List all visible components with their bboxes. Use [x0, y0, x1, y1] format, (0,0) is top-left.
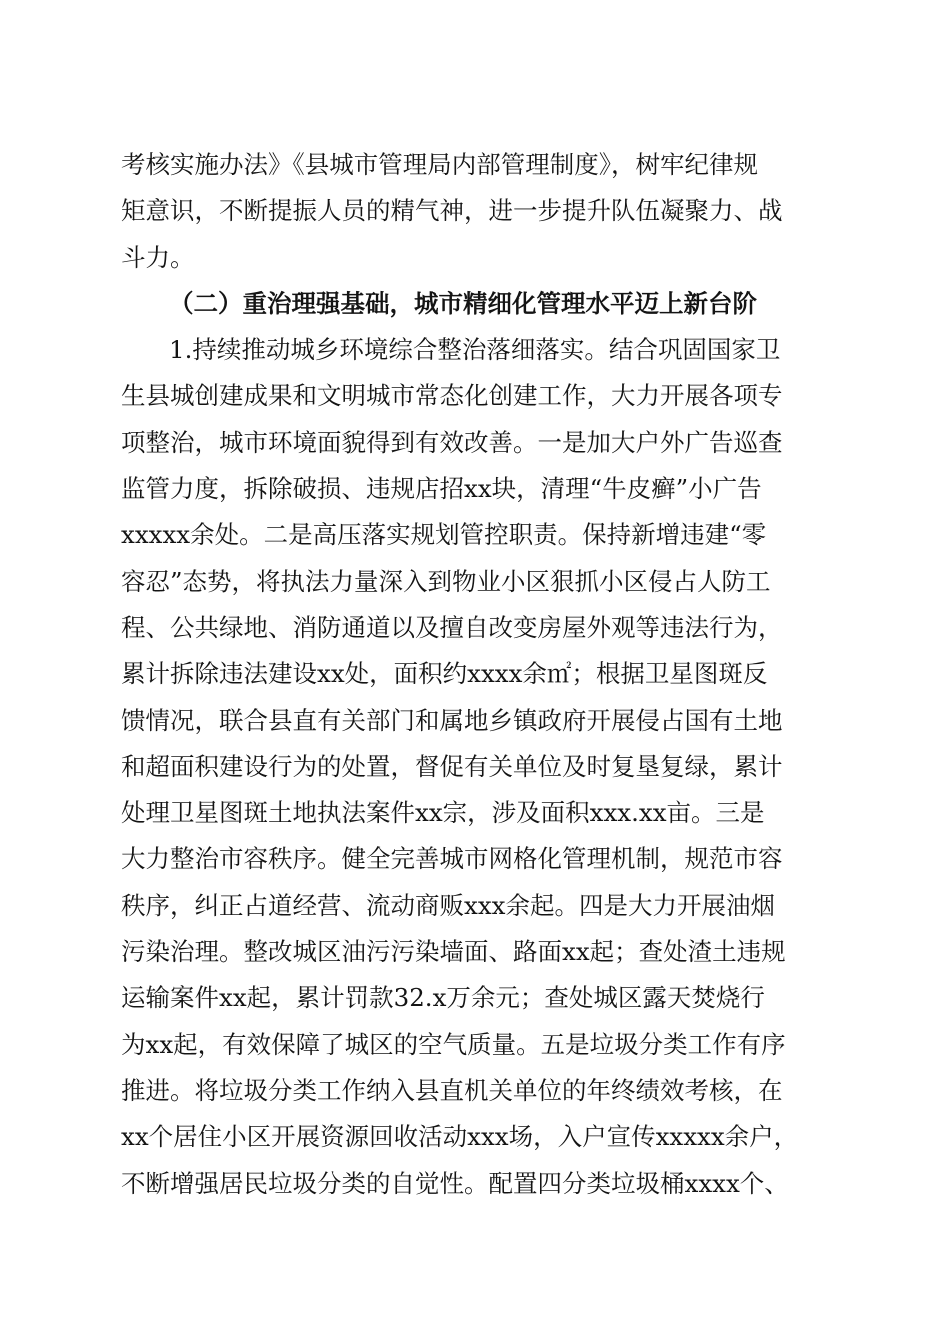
- text-line: 推进。将垃圾分类工作纳入县直机关单位的年终绩效考核，在: [121, 1075, 783, 1105]
- text-line: 矩意识，不断提振人员的精气神，进一步提升队伍凝聚力、战: [121, 196, 783, 226]
- text-line: 容忍”态势，将执法力量深入到物业小区狠抓小区侵占人防工: [121, 566, 771, 596]
- text-line: 污染治理。整改城区油污污染墙面、路面xx起；查处渣土违规: [121, 937, 786, 967]
- text-line: 不断增强居民垃圾分类的自觉性。配置四分类垃圾桶xxxx个、: [121, 1168, 789, 1198]
- text-line: 为xx起，有效保障了城区的空气质量。五是垃圾分类工作有序: [121, 1029, 786, 1059]
- text-line: 监管力度，拆除破损、违规店招xx块，清理“牛皮癣”小广告: [121, 474, 762, 504]
- text-line: xx个居住小区开展资源回收活动xxx场，入户宣传xxxxx余户，: [121, 1122, 799, 1152]
- text-line: 1.持续推动城乡环境综合整治落细落实。结合巩固国家卫: [169, 335, 781, 365]
- text-line: 运输案件xx起，累计罚款32.x万余元；查处城区露天焚烧行: [121, 983, 765, 1013]
- text-line: 项整治，城市环境面貌得到有效改善。一是加大户外广告巡查: [121, 427, 783, 457]
- text-line: 大力整治市容秩序。健全完善城市网格化管理机制，规范市容: [121, 844, 783, 874]
- text-line: 斗力。: [121, 242, 195, 272]
- text-line: 处理卫星图斑土地执法案件xx宗，涉及面积xxx.xx亩。三是: [121, 798, 765, 828]
- text-line: 程、公共绿地、消防通道以及擅自改变房屋外观等违法行为，: [121, 612, 783, 642]
- text-line: 馈情况，联合县直有关部门和属地乡镇政府开展侵占国有土地: [121, 705, 783, 735]
- text-line: 考核实施办法》《县城市管理局内部管理制度》，树牢纪律规: [121, 150, 758, 179]
- text-line: xxxxx余处。二是高压落实规划管控职责。保持新增违建“零: [121, 520, 767, 550]
- document-body: [121, 142, 833, 1207]
- text-line: 生县城创建成果和文明城市常态化创建工作，大力开展各项专: [121, 381, 783, 411]
- text-line: 和超面积建设行为的处置，督促有关单位及时复垦复绿，累计: [121, 751, 783, 781]
- text-line: 秩序，纠正占道经营、流动商贩xxx余起。四是大力开展油烟: [121, 890, 775, 920]
- section-heading: （二）重治理强基础，城市精细化管理水平迈上新台阶: [169, 288, 757, 318]
- text-line: 累计拆除违法建设xx处，面积约xxxx余㎡；根据卫星图斑反: [121, 659, 768, 689]
